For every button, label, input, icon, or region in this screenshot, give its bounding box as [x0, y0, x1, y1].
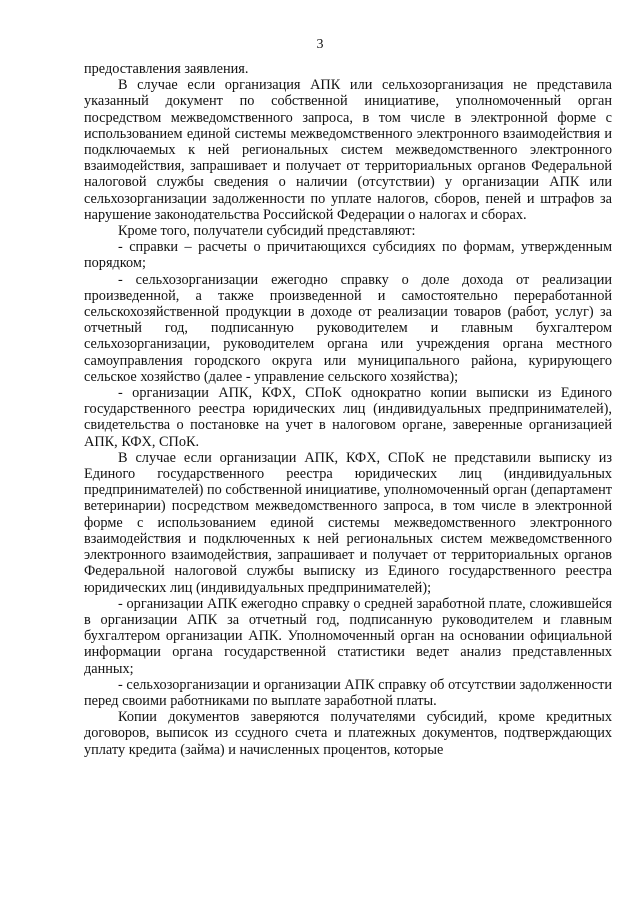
paragraph-document-certification: Копии документов заверяются получателями субсидий, кроме кредитных договоров, выписок из ссудного счета и платежных документов, подтверждающих уплату кредита (займа) и начисленных процентов, которые: [84, 709, 612, 758]
list-item-subsidy-calculations: - справки – расчеты о причитающихся субсидиях по формам, утвержденным порядком;: [84, 239, 612, 272]
paragraph-continuation: предоставления заявления.: [84, 61, 249, 77]
list-item-no-wage-arrears: - сельхозорганизации и организации АПК справку об отсутствии задолженности перед своими работниками по выплате заработной платы.: [84, 676, 612, 709]
paragraph-fns-request: В случае если организация АПК или сельхозорганизация не представила указанный документ по собственной инициативе, уполномоченный орган посредством межведомственного запроса, в том числе в электронной форме с использованием единой системы межведомственного электронного взаимодействия и подключаемых к ней региональных систем межведомственного электронного взаимодействия, запрашивает и получает от территориальных органов Федеральной налоговой службы сведения о наличии (отсутствии) у организации АПК или сельхозорганизации задолженности по уплате налогов, сборов, пеней и штрафов за нарушение законодательства Российской Федерации о налогах и сборах.: [84, 77, 612, 223]
paragraph-egrul-request: В случае если организации АПК, КФХ, СПоК не представили выписку из Единого государственного реестра юридических лиц (индивидуальных предпринимателей) по собственной инициативе, уполномоченный орган (департамент ветеринарии) посредством межведомственного запроса, в том числе в электронной форме с использованием единой системы межведомственного электронного взаимодействия и подключенных к ней региональных систем межведомственного электронного взаимодействия, запрашивает и получает от территориальных органов Федеральной налоговой службы выписку из Единого государственного реестра юридических лиц (индивидуальных предпринимателей);: [84, 449, 612, 596]
list-item-income-share: - сельхозорганизации ежегодно справку о доле дохода от реализации произведенной, а также произведенной и самостоятельно переработанной сельскохозяйственной продукции в доходе от реализации товаров (работ, услуг) за отчетный год, подписанную руководителем и главным бухгалтером сельхозорганизации, руководителем органа или учреждения органа местного самоуправления городского округа или муниципального района, курирующего сельское хозяйство (далее - управление сельского хозяйства);: [84, 271, 612, 385]
list-item-egrul-copies: - организации АПК, КФХ, СПоК однократно копии выписки из Единого государственного реестра юридических лиц (индивидуальных предпринимателей), свидетельства о постановке на учет в налоговом органе, заверенные организацией АПК, КФХ, СПоК.: [84, 385, 612, 450]
paragraph-recipients-intro: Кроме того, получатели субсидий представляют:: [118, 223, 416, 240]
list-item-average-salary: - организации АПК ежегодно справку о средней заработной плате, сложившейся в организации АПК за отчетный год, подписанную руководителем и главным бухгалтером организации АПК. Уполномоченный орган на основании официальной информации органа государственной статистики ведет анализ представленных данных;: [84, 595, 612, 677]
page-number: 3: [316, 37, 324, 52]
document-body: [84, 61, 612, 758]
